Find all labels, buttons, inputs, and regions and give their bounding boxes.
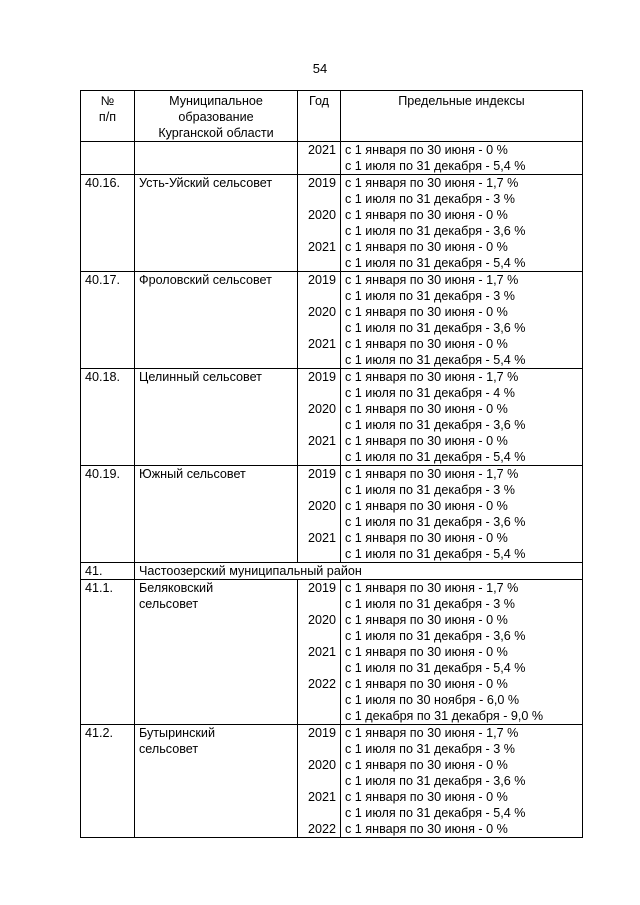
index-line: с 1 января по 30 июня - 0 % [345, 499, 508, 513]
header-year-line: Год [308, 94, 330, 108]
header-num [81, 91, 135, 142]
row-num: 41. [85, 564, 103, 578]
municipality-name-line: сельсовет [139, 597, 199, 611]
year-cell [298, 725, 341, 838]
year-value: 2021 [307, 240, 336, 254]
index-line: с 1 января по 30 июня - 0 % [345, 143, 508, 157]
table-body [81, 142, 583, 838]
municipality-name-cell [135, 725, 298, 838]
year-value: 2020 [307, 758, 336, 772]
index-line: с 1 января по 30 июня - 0 % [345, 613, 508, 627]
year-value: 2020 [307, 305, 336, 319]
indices-cell [341, 466, 583, 563]
indices-cell [341, 272, 583, 369]
header-municipality [135, 91, 298, 142]
index-line: с 1 июля по 31 декабря - 5,4 % [345, 256, 526, 270]
year-cell [298, 272, 341, 369]
index-line: с 1 июля по 31 декабря - 3 % [345, 483, 515, 497]
index-line: с 1 января по 30 июня - 0 % [345, 758, 508, 772]
year-value: 2022 [307, 677, 336, 691]
year-value: 2021 [307, 337, 336, 351]
row-num: 40.17. [85, 273, 121, 287]
table-header-row [81, 91, 583, 142]
row-num-cell [81, 142, 135, 175]
year-value: 2020 [307, 208, 336, 222]
municipality-name-cell [135, 580, 298, 725]
row-num-cell [81, 466, 135, 563]
header-num-line: № [100, 94, 115, 108]
year-spacer [302, 482, 336, 498]
table-row [81, 142, 583, 175]
indices-cell [341, 142, 583, 175]
index-line: с 1 июля по 31 декабря - 5,4 % [345, 661, 526, 675]
index-line: с 1 июля по 31 декабря - 3 % [345, 742, 515, 756]
year-spacer [302, 352, 336, 368]
index-line: с 1 июля по 31 декабря - 3 % [345, 192, 515, 206]
year-spacer [302, 628, 336, 644]
row-num: 40.19. [85, 467, 121, 481]
header-municipality-line: Курганской области [158, 126, 274, 140]
index-line: с 1 июля по 31 декабря - 3,6 % [345, 321, 526, 335]
municipality-name-cell [135, 369, 298, 466]
table-row [81, 725, 583, 838]
year-spacer [302, 692, 336, 708]
year-cell [298, 142, 341, 175]
year-value: 2021 [307, 143, 336, 157]
municipality-name-line: Целинный сельсовет [139, 370, 262, 384]
table-row [81, 563, 583, 580]
index-line: с 1 января по 30 июня - 0 % [345, 531, 508, 545]
index-line: с 1 июля по 31 декабря - 3,6 % [345, 629, 526, 643]
header-indices-line: Предельные индексы [398, 94, 525, 108]
row-num-cell [81, 175, 135, 272]
index-line: с 1 июля по 30 ноября - 6,0 % [345, 693, 520, 707]
index-line: с 1 июля по 31 декабря - 5,4 % [345, 806, 526, 820]
year-cell [298, 580, 341, 725]
index-line: с 1 января по 30 июня - 1,7 % [345, 467, 519, 481]
indices-cell [341, 175, 583, 272]
year-spacer [302, 596, 336, 612]
index-line: с 1 июля по 31 декабря - 3,6 % [345, 774, 526, 788]
district-name: Частоозерский муниципальный район [139, 564, 362, 578]
year-spacer [302, 288, 336, 304]
index-line: с 1 января по 30 июня - 0 % [345, 337, 508, 351]
row-num-cell [81, 580, 135, 725]
index-line: с 1 января по 30 июня - 0 % [345, 208, 508, 222]
year-spacer [302, 741, 336, 757]
index-line: с 1 января по 30 июня - 0 % [345, 822, 508, 836]
index-line: с 1 января по 30 июня - 0 % [345, 434, 508, 448]
municipality-name-line: Южный сельсовет [139, 467, 246, 481]
index-line: с 1 января по 30 июня - 1,7 % [345, 273, 519, 287]
municipality-name-line: сельсовет [139, 742, 199, 756]
index-line: с 1 января по 30 июня - 1,7 % [345, 370, 519, 384]
row-num: 41.2. [85, 726, 114, 740]
municipality-name-line: Фроловский сельсовет [139, 273, 272, 287]
year-value: 2021 [307, 790, 336, 804]
index-line: с 1 июля по 31 декабря - 3,6 % [345, 224, 526, 238]
indices-cell [341, 369, 583, 466]
index-line: с 1 января по 30 июня - 1,7 % [345, 176, 519, 190]
row-num: 40.16. [85, 176, 121, 190]
year-spacer [302, 805, 336, 821]
row-num: 41.1. [85, 581, 114, 595]
row-num-cell [81, 369, 135, 466]
year-spacer [302, 514, 336, 530]
index-line: с 1 июля по 31 декабря - 3,6 % [345, 515, 526, 529]
year-spacer [302, 223, 336, 239]
district-name-cell [135, 563, 583, 580]
year-value: 2022 [307, 822, 336, 836]
municipality-name-cell [135, 272, 298, 369]
year-value: 2019 [307, 726, 336, 740]
year-value: 2019 [307, 273, 336, 287]
row-num [85, 142, 130, 158]
year-spacer [302, 191, 336, 207]
municipality-name-line: Бутыринский [139, 726, 215, 740]
index-line: с 1 июля по 31 декабря - 5,4 % [345, 159, 526, 173]
year-value: 2020 [307, 499, 336, 513]
year-spacer [302, 546, 336, 562]
municipality-name-line: Беляковский [139, 581, 214, 595]
year-value: 2021 [307, 434, 336, 448]
year-spacer [302, 660, 336, 676]
year-value: 2019 [307, 370, 336, 384]
indices-cell [341, 725, 583, 838]
year-value: 2019 [307, 581, 336, 595]
row-num: 40.18. [85, 370, 121, 384]
index-line: с 1 января по 30 июня - 1,7 % [345, 581, 519, 595]
table-row [81, 466, 583, 563]
index-line: с 1 июля по 31 декабря - 5,4 % [345, 450, 526, 464]
table-row [81, 175, 583, 272]
year-value: 2019 [307, 467, 336, 481]
year-spacer [302, 320, 336, 336]
year-spacer [302, 773, 336, 789]
page-number: 54 [312, 61, 328, 76]
index-line: с 1 января по 30 июня - 0 % [345, 240, 508, 254]
year-value: 2019 [307, 176, 336, 190]
year-cell [298, 466, 341, 563]
year-spacer [302, 158, 336, 174]
year-value: 2020 [307, 402, 336, 416]
year-cell [298, 369, 341, 466]
municipality-name-cell [135, 142, 298, 175]
index-line: с 1 января по 30 июня - 1,7 % [345, 726, 519, 740]
year-spacer [302, 708, 336, 724]
index-line: с 1 июля по 31 декабря - 5,4 % [345, 353, 526, 367]
index-line: с 1 июля по 31 декабря - 3 % [345, 289, 515, 303]
index-line: с 1 июля по 31 декабря - 3 % [345, 597, 515, 611]
table-row [81, 369, 583, 466]
index-line: с 1 января по 30 июня - 0 % [345, 790, 508, 804]
row-num-cell [81, 563, 135, 580]
year-value: 2021 [307, 531, 336, 545]
index-line: с 1 января по 30 июня - 0 % [345, 402, 508, 416]
year-spacer [302, 385, 336, 401]
year-cell [298, 175, 341, 272]
index-line: с 1 декабря по 31 декабря - 9,0 % [345, 709, 544, 723]
index-line: с 1 января по 30 июня - 0 % [345, 645, 508, 659]
indices-cell [341, 580, 583, 725]
municipality-name-cell [135, 466, 298, 563]
header-num-line: п/п [98, 110, 117, 124]
table-row [81, 272, 583, 369]
year-spacer [302, 255, 336, 271]
header-indices [341, 91, 583, 142]
row-num-cell [81, 725, 135, 838]
municipality-name-line: Усть-Уйский сельсовет [139, 176, 273, 190]
index-line: с 1 июля по 31 декабря - 3,6 % [345, 418, 526, 432]
index-line: с 1 июля по 31 декабря - 5,4 % [345, 547, 526, 561]
municipality-name-cell [135, 175, 298, 272]
limit-indices-table [80, 90, 583, 838]
year-value: 2021 [307, 645, 336, 659]
index-line: с 1 июля по 31 декабря - 4 % [345, 386, 515, 400]
header-year [298, 91, 341, 142]
header-municipality-line: Муниципальное [169, 94, 263, 108]
index-line: с 1 января по 30 июня - 0 % [345, 677, 508, 691]
index-line: с 1 января по 30 июня - 0 % [345, 305, 508, 319]
row-num-cell [81, 272, 135, 369]
year-spacer [302, 417, 336, 433]
table-row [81, 580, 583, 725]
year-spacer [302, 449, 336, 465]
header-municipality-line: образование [178, 110, 254, 124]
year-value: 2020 [307, 613, 336, 627]
